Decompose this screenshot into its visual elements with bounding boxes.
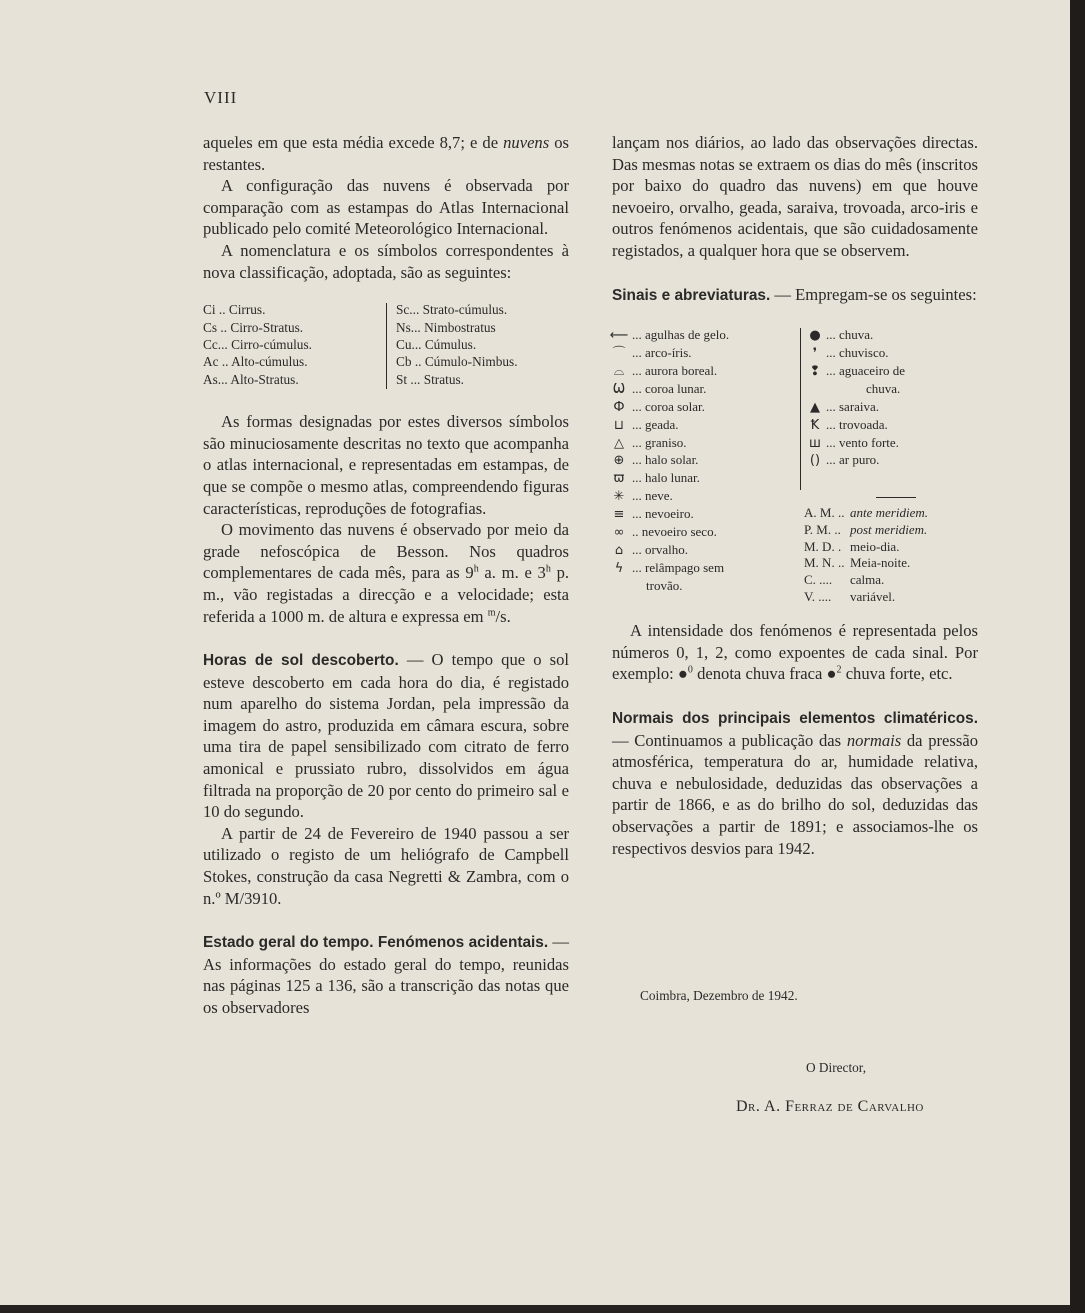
section-signs [612, 284, 978, 307]
cloud-entry: Cc... Cirro-cúmulus. [203, 336, 312, 352]
sign-row [804, 362, 905, 381]
sign-row [606, 523, 717, 542]
left-paragraph-5 [203, 519, 569, 627]
weather-symbol-icon: ϖ [613, 471, 625, 487]
weather-symbol-icon: ▲ [810, 399, 820, 415]
abbreviation-row [804, 554, 910, 572]
cloud-table-left-column [203, 301, 312, 388]
abbreviation: A. M. .. [804, 505, 845, 521]
weather-symbol-icon: ⌒ [612, 346, 626, 362]
abbreviation: M. D. . [804, 538, 842, 554]
left-paragraph-1 [203, 132, 569, 175]
sign-row [606, 451, 698, 470]
cloud-entry: Sc... Strato-cúmulus. [396, 302, 508, 318]
text-span: aqueles em que esta média excede 8,7; e de [203, 133, 504, 152]
abbreviation-meaning: Meia-noite. [850, 555, 911, 571]
sign-label: ... trovoada. [826, 416, 888, 432]
section-normals [612, 707, 978, 859]
right-paragraph-1: lançam nos diários, ao lado das observações directas. Das mesmas notas se extraem os dias do mês (inscritos por baixo do quadro das nuvens) em que houve nevoeiro, orvalho, geada, saraiva, trovoada, arco-iris e outros fenómenos acidentais, que são cuidadosamente registados, a qualquer hora que se observem. [612, 133, 978, 260]
page-edge [1070, 0, 1085, 1313]
text-span: A intensidade dos fenómenos é representada pelos números 0, 1, 2, como expoentes de cada sinal. Por exemplo: ● [612, 621, 978, 684]
sign-row [804, 344, 888, 363]
sign-row [606, 344, 692, 363]
spacer [203, 909, 569, 931]
abbreviation-meaning: ante meridiem. [850, 505, 928, 521]
page-number: VIII [204, 88, 238, 107]
sign-label: ... coroa lunar. [632, 380, 707, 396]
superscript: 2 [836, 664, 842, 676]
sign-row [606, 469, 700, 488]
text-span: da pressão atmosférica, temperatura do ar, humidade relativa, chuva e nebulosidade, deduzidas das observações a partir de 1866, e as do brilho do sol, deduzidas das observações a partir de 1891; e associamos-lhe os respectivos desvios para 1942. [612, 730, 978, 858]
text-span-italic: normais [846, 730, 902, 750]
text-span: a. m. e 3 [478, 563, 546, 583]
sign-row [804, 451, 879, 470]
section-heading: Estado geral do tempo. Fenómenos acidentais. [203, 934, 549, 952]
text-span: os restantes. [203, 133, 569, 174]
abbreviation: C. .... [804, 571, 833, 587]
sign-label: ... chuva. [826, 327, 874, 343]
cloud-entry: As... Alto-Stratus. [203, 371, 299, 387]
sign-row [804, 434, 899, 453]
table-rule [876, 497, 916, 498]
sign-label: .. nevoeiro seco. [632, 524, 717, 540]
sign-label: ... relâmpago sem [632, 559, 725, 575]
weather-symbol-icon: ❜ [812, 346, 818, 362]
section-heading: Horas de sol descoberto. [203, 652, 399, 670]
left-column [203, 132, 569, 1019]
text-span: — Continuamos a publicação das [612, 730, 847, 750]
text-span: — O tempo que o sol esteve descoberto em cada hora do dia, é registado num aparelho do sistema Jordan, pela impressão da imagem do astro, produzida em câmara escura, sobre uma tira de papel sensibilizado com citrato de ferro amonical e prussiato rubro, dissolvidos em água filtrada na proporção de 20 por cento do primeiro sal e 10 do segundo. [203, 650, 569, 822]
left-paragraph-3: A nomenclatura e os símbolos correspondentes à nova classificação, adoptada, são as seguintes: [203, 240, 569, 282]
weather-symbol-icon: () [809, 453, 821, 469]
sign-row [606, 434, 687, 453]
sign-label: ... coroa solar. [632, 398, 705, 414]
sign-row [606, 380, 706, 399]
section-sunshine [203, 649, 569, 823]
sign-row [606, 362, 717, 381]
text-span: — As informações do estado geral do tempo, reunidas nas páginas 125 a 136, são a transcrição das notas que os observadores [203, 932, 569, 1017]
sign-label: ... saraiva. [826, 398, 880, 414]
sign-row [804, 398, 879, 417]
abbreviation: P. M. .. [804, 521, 841, 537]
sign-row [606, 487, 673, 506]
spacer [203, 627, 569, 649]
sign-label: ... vento forte. [826, 434, 899, 450]
director-signature-name: Dr. A. Ferraz de Carvalho [736, 1098, 924, 1115]
weather-symbol-icon: ∞ [613, 525, 625, 541]
text-span: chuva forte, etc. [841, 664, 953, 684]
abbreviation-meaning: variável. [850, 588, 896, 604]
abbreviation: V. .... [804, 588, 832, 604]
sign-row [606, 577, 682, 595]
cloud-entry: Ac .. Alto-cúmulus. [203, 354, 308, 370]
sign-row [804, 380, 900, 398]
left-paragraph-2: A configuração das nuvens é observada por comparação com as estampas do Atlas Internacional publicado pelo comité Meteorológico Internacional. [203, 176, 569, 239]
abbreviation-row [804, 538, 899, 556]
sign-label: ... halo lunar. [632, 470, 700, 486]
sign-label: ... nevoeiro. [632, 506, 694, 522]
spacer [612, 685, 978, 707]
weather-symbol-icon: Ꝁ [810, 417, 820, 433]
weather-symbol-icon: ❢ [809, 363, 821, 379]
right-paragraph-3 [612, 620, 978, 685]
sign-label: ... chuvisco. [826, 345, 889, 361]
text-span-italic: nuvens [503, 133, 550, 152]
superscript: h [545, 563, 551, 575]
sign-row [606, 398, 705, 417]
sign-label: ... ar puro. [826, 452, 880, 468]
weather-symbol-icon: ⊔ [613, 417, 625, 433]
text-span: O movimento das nuvens é observado por meio da grade nefoscópica de Besson. Nos quadros complementares de cada mês, para as 9 [203, 520, 569, 583]
text-span: denota chuva fraca ● [692, 664, 837, 684]
weather-symbol-icon: ⌓ [613, 363, 625, 379]
abbreviation-row [804, 571, 884, 589]
cloud-entry: Cb .. Cúmulo-Nimbus. [396, 354, 518, 370]
superscript: 0 [687, 664, 693, 676]
text-span: — Empregam-se os seguintes: [770, 284, 977, 304]
abbreviation-row [804, 521, 927, 539]
weather-symbol-icon: Ф [613, 399, 625, 415]
superscript: h [473, 563, 479, 575]
left-paragraph-7: A partir de 24 de Fevereiro de 1940 passou a ser utilizado o registo de um heliógrafo de Campbell Stokes, construção da casa Negretti & Zambra, com o n.º M/3910. [203, 823, 569, 908]
table-divider [800, 328, 801, 490]
cloud-entry: Cu... Cúmulus. [396, 336, 477, 352]
sign-row [606, 559, 724, 578]
signs-table [609, 326, 978, 604]
cloud-table-right-column [396, 301, 518, 388]
superscript: m [487, 606, 496, 618]
right-column [609, 132, 978, 859]
sign-label: trovão. [646, 577, 683, 593]
weather-symbol-icon: ϟ [614, 560, 624, 576]
weather-symbol-icon: ш [809, 435, 821, 451]
sign-label: ... orvalho. [632, 541, 688, 557]
sign-row [606, 326, 729, 345]
abbreviation: M. N. .. [804, 555, 845, 571]
cloud-entry: Cs .. Cirro-Stratus. [203, 319, 304, 335]
sign-label: ... graniso. [632, 434, 687, 450]
place-and-date: Coimbra, Dezembro de 1942. [640, 988, 798, 1003]
weather-symbol-icon: △ [614, 435, 624, 451]
sign-row [804, 326, 873, 345]
abbreviation-meaning: post meridiem. [850, 521, 928, 537]
text-span: p. m., vão registadas a direcção e a velocidade; esta referida a 1000 m. de altura e expressa em [203, 563, 570, 626]
sign-row [804, 416, 888, 435]
section-heading: Sinais e abreviaturas. [612, 286, 771, 304]
text-span: /s. [495, 606, 511, 626]
cloud-entry: Ns... Nimbostratus [396, 319, 496, 335]
sign-row [606, 505, 694, 524]
sign-label: ... agulhas de gelo. [632, 327, 730, 343]
sign-label: ... arco-íris. [632, 345, 692, 361]
weather-symbol-icon: ● [809, 328, 821, 344]
weather-symbol-icon: ⌂ [614, 542, 624, 558]
sign-row [606, 541, 688, 560]
cloud-entry: St ... Stratus. [396, 371, 464, 387]
weather-symbol-icon: ✳ [613, 489, 625, 505]
cloud-entry: Ci .. Cirrus. [203, 302, 266, 318]
sign-label: ... aguaceiro de [826, 362, 906, 378]
sign-label: ... neve. [632, 488, 673, 504]
cloud-classification-table [203, 301, 569, 389]
weather-symbol-icon: ⟵ [609, 328, 629, 344]
abbreviation-meaning: meio-dia. [850, 538, 900, 554]
left-paragraph-4: As formas designadas por estes diversos símbolos são minuciosamente descritas no texto que acompanha o atlas internacional, e representadas em estampas, de que se compõe o mesmo atlas, compreendendo figuras características, reproduções de fotografias. [203, 412, 569, 518]
weather-symbol-icon: ≡ [613, 507, 625, 523]
abbreviation-meaning: calma. [850, 571, 885, 587]
sign-label: ... geada. [632, 416, 679, 432]
section-weather-state [203, 931, 569, 1018]
sign-label: chuva. [866, 380, 901, 396]
weather-symbol-icon: ⊕ [613, 453, 625, 469]
sign-row [606, 416, 679, 435]
weather-symbol-icon: Ѡ [612, 381, 626, 397]
table-divider [386, 303, 387, 389]
abbreviation-row [804, 588, 895, 606]
sign-label: ... halo solar. [632, 452, 699, 468]
abbreviation-row [804, 504, 928, 522]
sign-label: ... aurora boreal. [632, 362, 718, 378]
spacer [612, 262, 978, 284]
section-heading: Normais dos principais elementos climatéricos. [612, 709, 978, 727]
director-label: O Director, [806, 1060, 867, 1075]
